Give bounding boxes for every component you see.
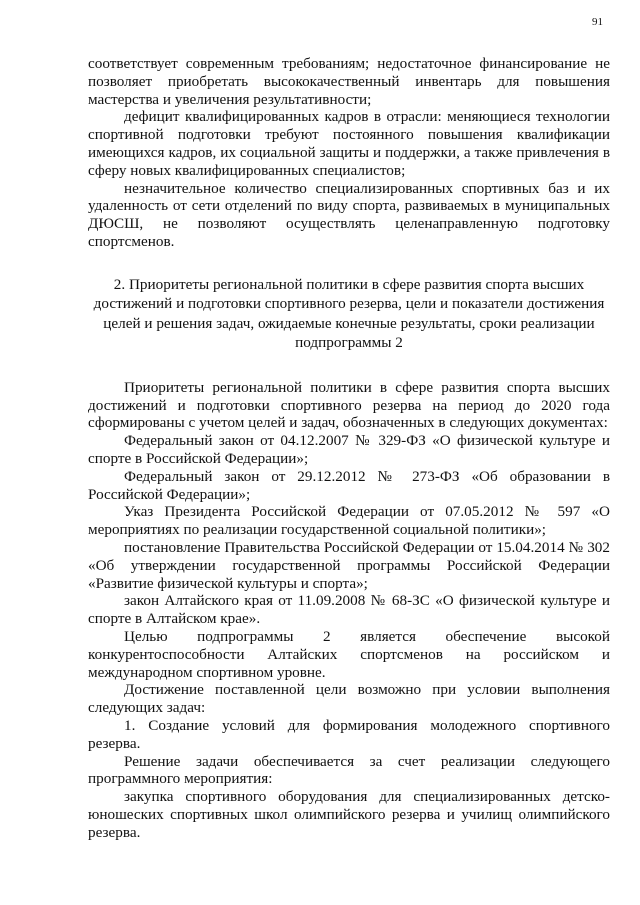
paragraph-problem-continued: соответствует современным требованиям; недостаточное финансирование не позволяет приобретать высококачественный инвентарь для повышения мастерства и увеличения результативности; <box>88 55 610 108</box>
section-heading: 2. Приоритеты региональной политики в сфере развития спорта высших достижений и подготовки спортивного резерва, цели и показатели достижения целей и решения задач, ожидаемые конечные результаты, сроки реализации подпрограммы 2 <box>93 275 605 352</box>
document-item: Федеральный закон от 04.12.2007 № 329-ФЗ «О физической культуре и спорте в Российской Федерации»; <box>88 432 610 467</box>
document-item: Указ Президента Российской Федерации от 07.05.2012 № 597 «О мероприятиях по реализации государственной социальной политики»; <box>88 503 610 539</box>
document-item: Федеральный закон от 29.12.2012 № 273-ФЗ «Об образовании в Российской Федерации»; <box>88 467 610 503</box>
paragraph-problem-staff: дефицит квалифицированных кадров в отрасли: меняющиеся технологии спортивной подготовки требуют постоянного повышения квалификации имеющихся кадров, их социальной защиты и поддержки, а также привлечения в сферу новых квалифицированных специалистов; <box>88 108 610 179</box>
paragraph-problem-bases: незначительное количество специализированных спортивных баз и их удаленность от сети отделений по виду спорта, развиваемых в муниципальных ДЮСШ, не позволяют осуществлять целенаправленную подготовку спортсменов. <box>88 179 610 250</box>
document-item: закон Алтайского края от 11.09.2008 № 68-ЗС «О физической культуре и спорте в Алтайском крае». <box>88 592 610 628</box>
document-item: постановление Правительства Российской Федерации от 15.04.2014 № 302 «Об утверждении государственной программы Российской Федерации «Развитие физической культуры и спорта»; <box>88 538 610 592</box>
paragraph-tasks-intro: Достижение поставленной цели возможно при условии выполнения следующих задач: <box>88 681 610 717</box>
paragraph-measure: закупка спортивного оборудования для специализированных детско-юношеских спортивных школ олимпийского резерва и училищ олимпийского резерва. <box>88 788 610 841</box>
paragraph-goal: Целью подпрограммы 2 является обеспечение высокой конкурентоспособности Алтайских спортсменов на российском и международном спортивном уровне. <box>88 627 610 681</box>
document-body <box>88 55 610 841</box>
paragraph-priorities-intro: Приоритеты региональной политики в сфере развития спорта высших достижений и подготовки спортивного резерва на период до 2020 года сформированы с учетом целей и задач, обозначенных в следующих документах: <box>88 378 610 432</box>
paragraph-solution-intro: Решение задачи обеспечивается за счет реализации следующего программного мероприятия: <box>88 752 610 788</box>
page-number: 91 <box>592 16 603 28</box>
paragraph-task-1: 1. Создание условий для формирования молодежного спортивного резерва. <box>88 716 610 752</box>
